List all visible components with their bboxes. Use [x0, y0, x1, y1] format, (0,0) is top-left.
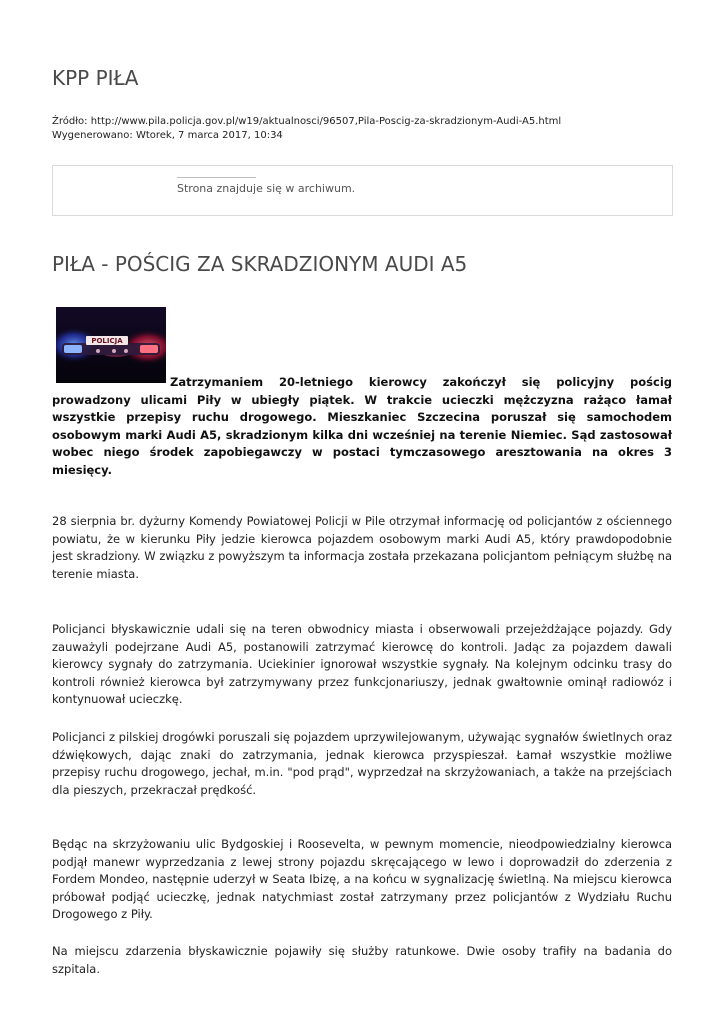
article-lead: [52, 374, 672, 479]
archive-notice-box: [52, 165, 673, 216]
police-sign-text: POLICJA: [91, 337, 123, 345]
article-paragraph: Policjanci błyskawicznie udali się na teren obwodnicy miasta i obserwowali przejeżdżające pojazdy. Gdy zauważyli podejrzane Audi A5, postanowili zatrzymać kierowcę do kontroli. Jadąc za pojazdem dawali kierowcy sygnały do zatrzymania. Uciekinier ignorował wszystkie sygnały. Na kolejnym odcinku trasy do kontroli również kierowca był zatrzymywany przez funkcjonariuszy, jednak gwałtownie ominął radiowóz i kontynuował ucieczkę.: [52, 622, 672, 706]
article-photo: [56, 307, 166, 383]
archive-notice-text: Strona znajduje się w archiwum.: [177, 182, 356, 195]
article-paragraph: Na miejscu zdarzenia błyskawicznie pojawiły się służby ratunkowe. Dwie osoby trafiły na badania do szpitala.: [52, 944, 672, 976]
archive-divider: [177, 177, 256, 178]
generated-line: Wygenerowano: Wtorek, 7 marca 2017, 10:34: [52, 130, 283, 141]
site-title: KPP PIŁA: [52, 66, 139, 90]
article-paragraph: 28 sierpnia br. dyżurny Komendy Powiatowej Policji w Pile otrzymał informację od policjantów z ościennego powiatu, że w kierunku Piły jedzie kierowca pojazdem osobowym marki Audi A5, który prawdopodobnie jest skradziony. W związku z powyższym ta informacja została przekazana policjantom pełniącym służbę na terenie miasta.: [52, 514, 672, 581]
source-line: Źródło: http://www.pila.policja.gov.pl/w19/aktualnosci/96507,Pila-Poscig-za-skradzionym-Audi-A5.html: [52, 116, 562, 127]
police-lightbar-image: [56, 307, 166, 383]
document-meta: [52, 115, 561, 143]
article-paragraph: Będąc na skrzyżowaniu ulic Bydgoskiej i Roosevelta, w pewnym momencie, nieodpowiedzialny kierowca podjął manewr wyprzedzania z lewej strony pojazdu skręcającego w lewo i doprowadził do zderzenia z Fordem Mondeo, następnie uderzył w Seata Ibizę, a na końcu w sygnalizację świetlną. Na miejscu kierowca próbował podjąć ucieczkę, jednak natychmiast został zatrzymany przez policjantów z Wydziału Ruchu Drogowego z Piły.: [52, 837, 672, 921]
article-paragraph: Policjanci z pilskiej drogówki poruszali się pojazdem uprzywilejowanym, używając sygnałów świetlnych oraz dźwiękowych, dając znaki do zatrzymania, jednak kierowca przyspieszał. Łamał wszystkie możliwe przepisy ruchu drogowego, jechał, m.in. "pod prąd", wyprzedzał na skrzyżowaniach, a także na przejściach dla pieszych, przekraczał prędkość.: [52, 730, 672, 797]
article-title: PIŁA - POŚCIG ZA SKRADZIONYM AUDI A5: [52, 252, 468, 276]
lead-text: Zatrzymaniem 20-letniego kierowcy zakończył się policyjny pościg prowadzony ulicami Piły w ubiegły piątek. W trakcie ucieczki mężczyzna rażąco łamał wszystkie przepisy ruchu drogowego. Mieszkaniec Szczecina poruszał się samochodem osobowym marki Audi A5, skradzionym kilka dni wcześniej na terenie Niemiec. Sąd zastosował wobec niego środek zapobiegawczy w postaci tymczasowego aresztowania na okres 3 miesięcy.: [52, 375, 672, 477]
